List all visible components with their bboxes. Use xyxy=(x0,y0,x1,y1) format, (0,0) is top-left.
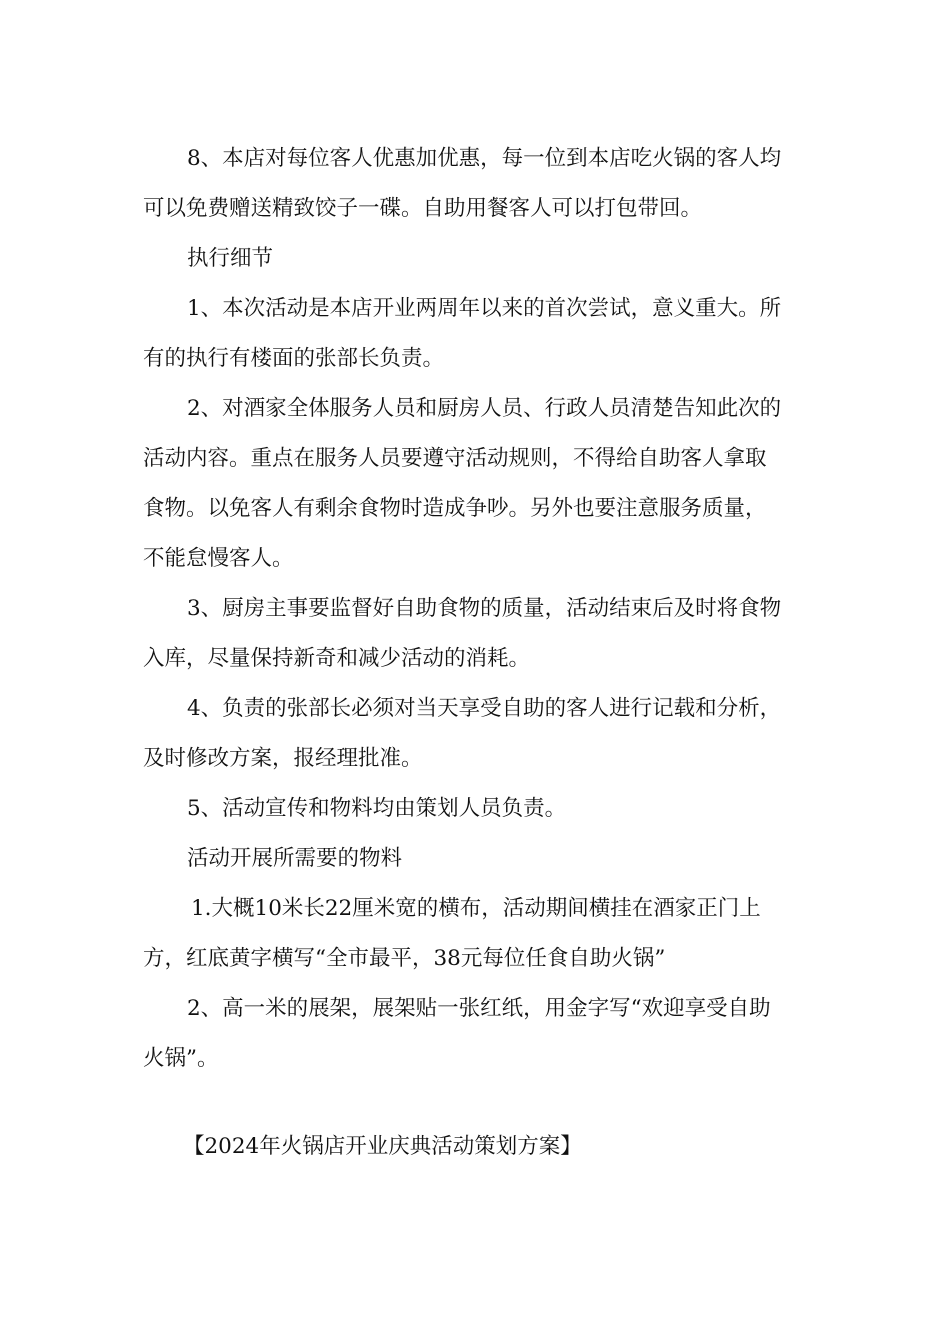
paragraph-line: 5、活动宣传和物料均由策划人员负责。 xyxy=(187,796,567,821)
paragraph-line: 4、负责的张部长必须对当天享受自助的客人进行记载和分析， xyxy=(187,696,782,721)
document-footer-title: 【2024年火锅店开业庆典活动策划方案】 xyxy=(183,1134,582,1159)
section-heading-materials: 活动开展所需要的物料 xyxy=(187,846,403,871)
section-heading-execution-details: 执行细节 xyxy=(187,246,274,271)
paragraph-line: 方，红底黄字横写“全市最平，38元每位任食自助火锅” xyxy=(143,946,666,971)
paragraph-line: 可以免费赠送精致饺子一碟。自助用餐客人可以打包带回。 xyxy=(143,196,703,221)
paragraph-line: 火锅”。 xyxy=(143,1046,219,1071)
paragraph-line: 1.大概10米长22厘米宽的横布，活动期间横挂在酒家正门上 xyxy=(191,896,761,921)
paragraph-line: 8、本店对每位客人优惠加优惠，每一位到本店吃火锅的客人均 xyxy=(187,146,782,171)
paragraph-line: 2、高一米的展架，展架贴一张红纸，用金字写“欢迎享受自助 xyxy=(187,996,771,1021)
paragraph-line: 3、厨房主事要监督好自助食物的质量，活动结束后及时将食物 xyxy=(187,596,782,621)
paragraph-line: 不能怠慢客人。 xyxy=(143,546,294,571)
document-body xyxy=(143,134,813,1084)
paragraph-line: 及时修改方案，报经理批准。 xyxy=(143,746,423,771)
paragraph-line: 入库，尽量保持新奇和减少活动的消耗。 xyxy=(143,646,531,671)
paragraph-line: 活动内容。重点在服务人员要遵守活动规则，不得给自助客人拿取 xyxy=(143,446,767,471)
paragraph-line: 2、对酒家全体服务人员和厨房人员、行政人员清楚告知此次的 xyxy=(187,396,782,421)
paragraph-line: 有的执行有楼面的张部长负责。 xyxy=(143,346,445,371)
paragraph-line: 1、本次活动是本店开业两周年以来的首次尝试，意义重大。所 xyxy=(187,296,782,321)
paragraph-line: 食物。以免客人有剩余食物时造成争吵。另外也要注意服务质量， xyxy=(143,496,767,521)
